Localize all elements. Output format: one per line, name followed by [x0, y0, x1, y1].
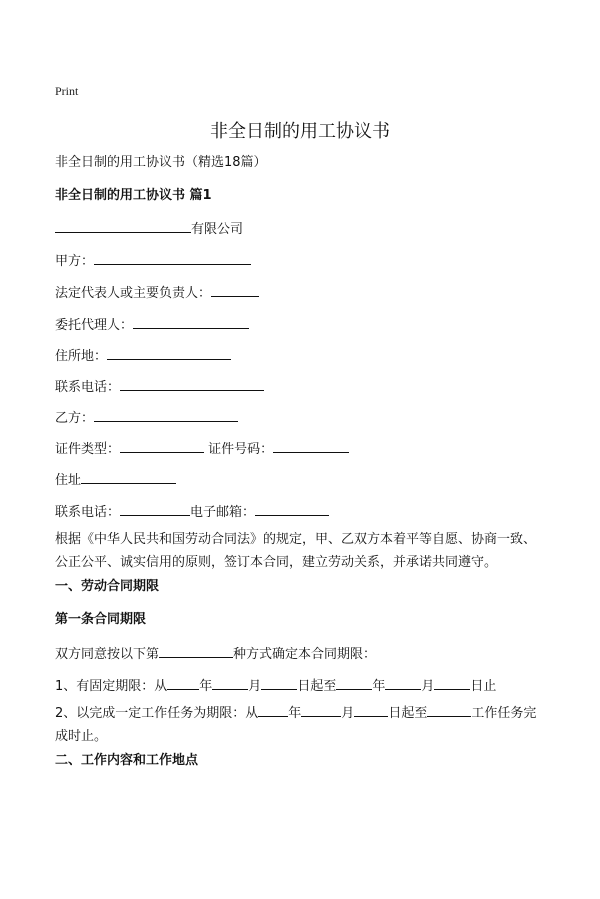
- agree-line: [55, 644, 376, 663]
- party-b-line: [55, 408, 238, 427]
- document-title: 非全日制的用工协议书: [210, 121, 390, 142]
- company-line: [55, 219, 243, 238]
- id-type-label: 证件类型：: [55, 442, 121, 457]
- residence-blank: [107, 346, 231, 360]
- id-line: [55, 439, 349, 458]
- id-number-blank: [273, 439, 349, 453]
- subtitle: 非全日制的用工协议书（精选18篇）: [55, 155, 267, 170]
- section-heading: 非全日制的用工协议书 篇1: [55, 188, 212, 203]
- party-a-label: 甲方：: [55, 254, 95, 269]
- residence-label: 住所地：: [55, 349, 108, 364]
- option-two-day-from: 日起至: [388, 706, 428, 721]
- address-label: 住址: [55, 473, 82, 488]
- company-suffix: 有限公司: [191, 222, 244, 237]
- option-one-month: 月: [248, 679, 262, 694]
- blank: [258, 703, 288, 717]
- option-one-day-from: 日起至: [297, 679, 337, 694]
- contact-line: [55, 502, 329, 521]
- blank: [167, 676, 199, 690]
- residence-line: [55, 346, 231, 365]
- company-name-blank: [55, 219, 191, 233]
- party-a-blank: [94, 251, 251, 265]
- phone-b-blank: [120, 502, 190, 516]
- email-blank: [255, 502, 329, 516]
- option-one-month: 月: [421, 679, 435, 694]
- party-a-line: [55, 251, 251, 270]
- address-blank: [81, 470, 176, 484]
- blank: [301, 703, 341, 717]
- chapter-one-heading: 一、劳动合同期限: [55, 579, 160, 594]
- agent-blank: [133, 315, 249, 329]
- option-one-prefix: 1、有固定期限：从: [55, 679, 168, 694]
- option-two-month: 月: [341, 706, 355, 721]
- blank: [212, 676, 248, 690]
- id-type-blank: [120, 439, 204, 453]
- legal-rep-label: 法定代表人或主要负责人：: [55, 286, 212, 301]
- option-two-prefix: 2、以完成一定工作任务为期限：从: [55, 706, 259, 721]
- blank: [385, 676, 421, 690]
- option-one-day-end: 日止: [470, 679, 497, 694]
- agree-suffix: 种方式确定本合同期限：: [233, 647, 377, 662]
- party-b-label: 乙方：: [55, 411, 95, 426]
- print-label[interactable]: Print: [55, 84, 79, 98]
- address-line: [55, 470, 176, 489]
- phone-b-label: 联系电话：: [55, 505, 121, 520]
- legal-rep-blank: [211, 283, 259, 297]
- agree-prefix: 双方同意按以下第: [55, 647, 160, 662]
- option-two-year: 年: [288, 706, 302, 721]
- article-one-heading: 第一条合同期限: [55, 612, 147, 627]
- phone-a-blank: [120, 377, 264, 391]
- chapter-two-heading: 二、工作内容和工作地点: [55, 753, 199, 768]
- id-number-label: 证件号码：: [208, 442, 274, 457]
- blank: [434, 676, 470, 690]
- party-b-blank: [94, 408, 238, 422]
- option-two-line: [55, 702, 545, 748]
- blank: [336, 676, 372, 690]
- email-label: 电子邮箱：: [190, 505, 256, 520]
- option-one-year: 年: [199, 679, 213, 694]
- phone-a-label: 联系电话：: [55, 380, 121, 395]
- agent-line: [55, 315, 249, 334]
- option-one-line: [55, 676, 496, 695]
- option-number-blank: [159, 644, 233, 658]
- blank: [354, 703, 388, 717]
- option-one-year: 年: [372, 679, 386, 694]
- blank: [261, 676, 297, 690]
- phone-a-line: [55, 377, 264, 396]
- intro-paragraph: 根据《中华人民共和国劳动合同法》的规定，甲、乙双方本着平等自愿、协商一致、公正公平、诚实信用的原则，签订本合同，建立劳动关系，并承诺共同遵守。: [55, 532, 537, 570]
- option-two-suffix: 工作任务完成时止。: [55, 706, 537, 744]
- agent-label: 委托代理人：: [55, 318, 134, 333]
- blank: [427, 703, 471, 717]
- legal-rep-line: [55, 283, 259, 302]
